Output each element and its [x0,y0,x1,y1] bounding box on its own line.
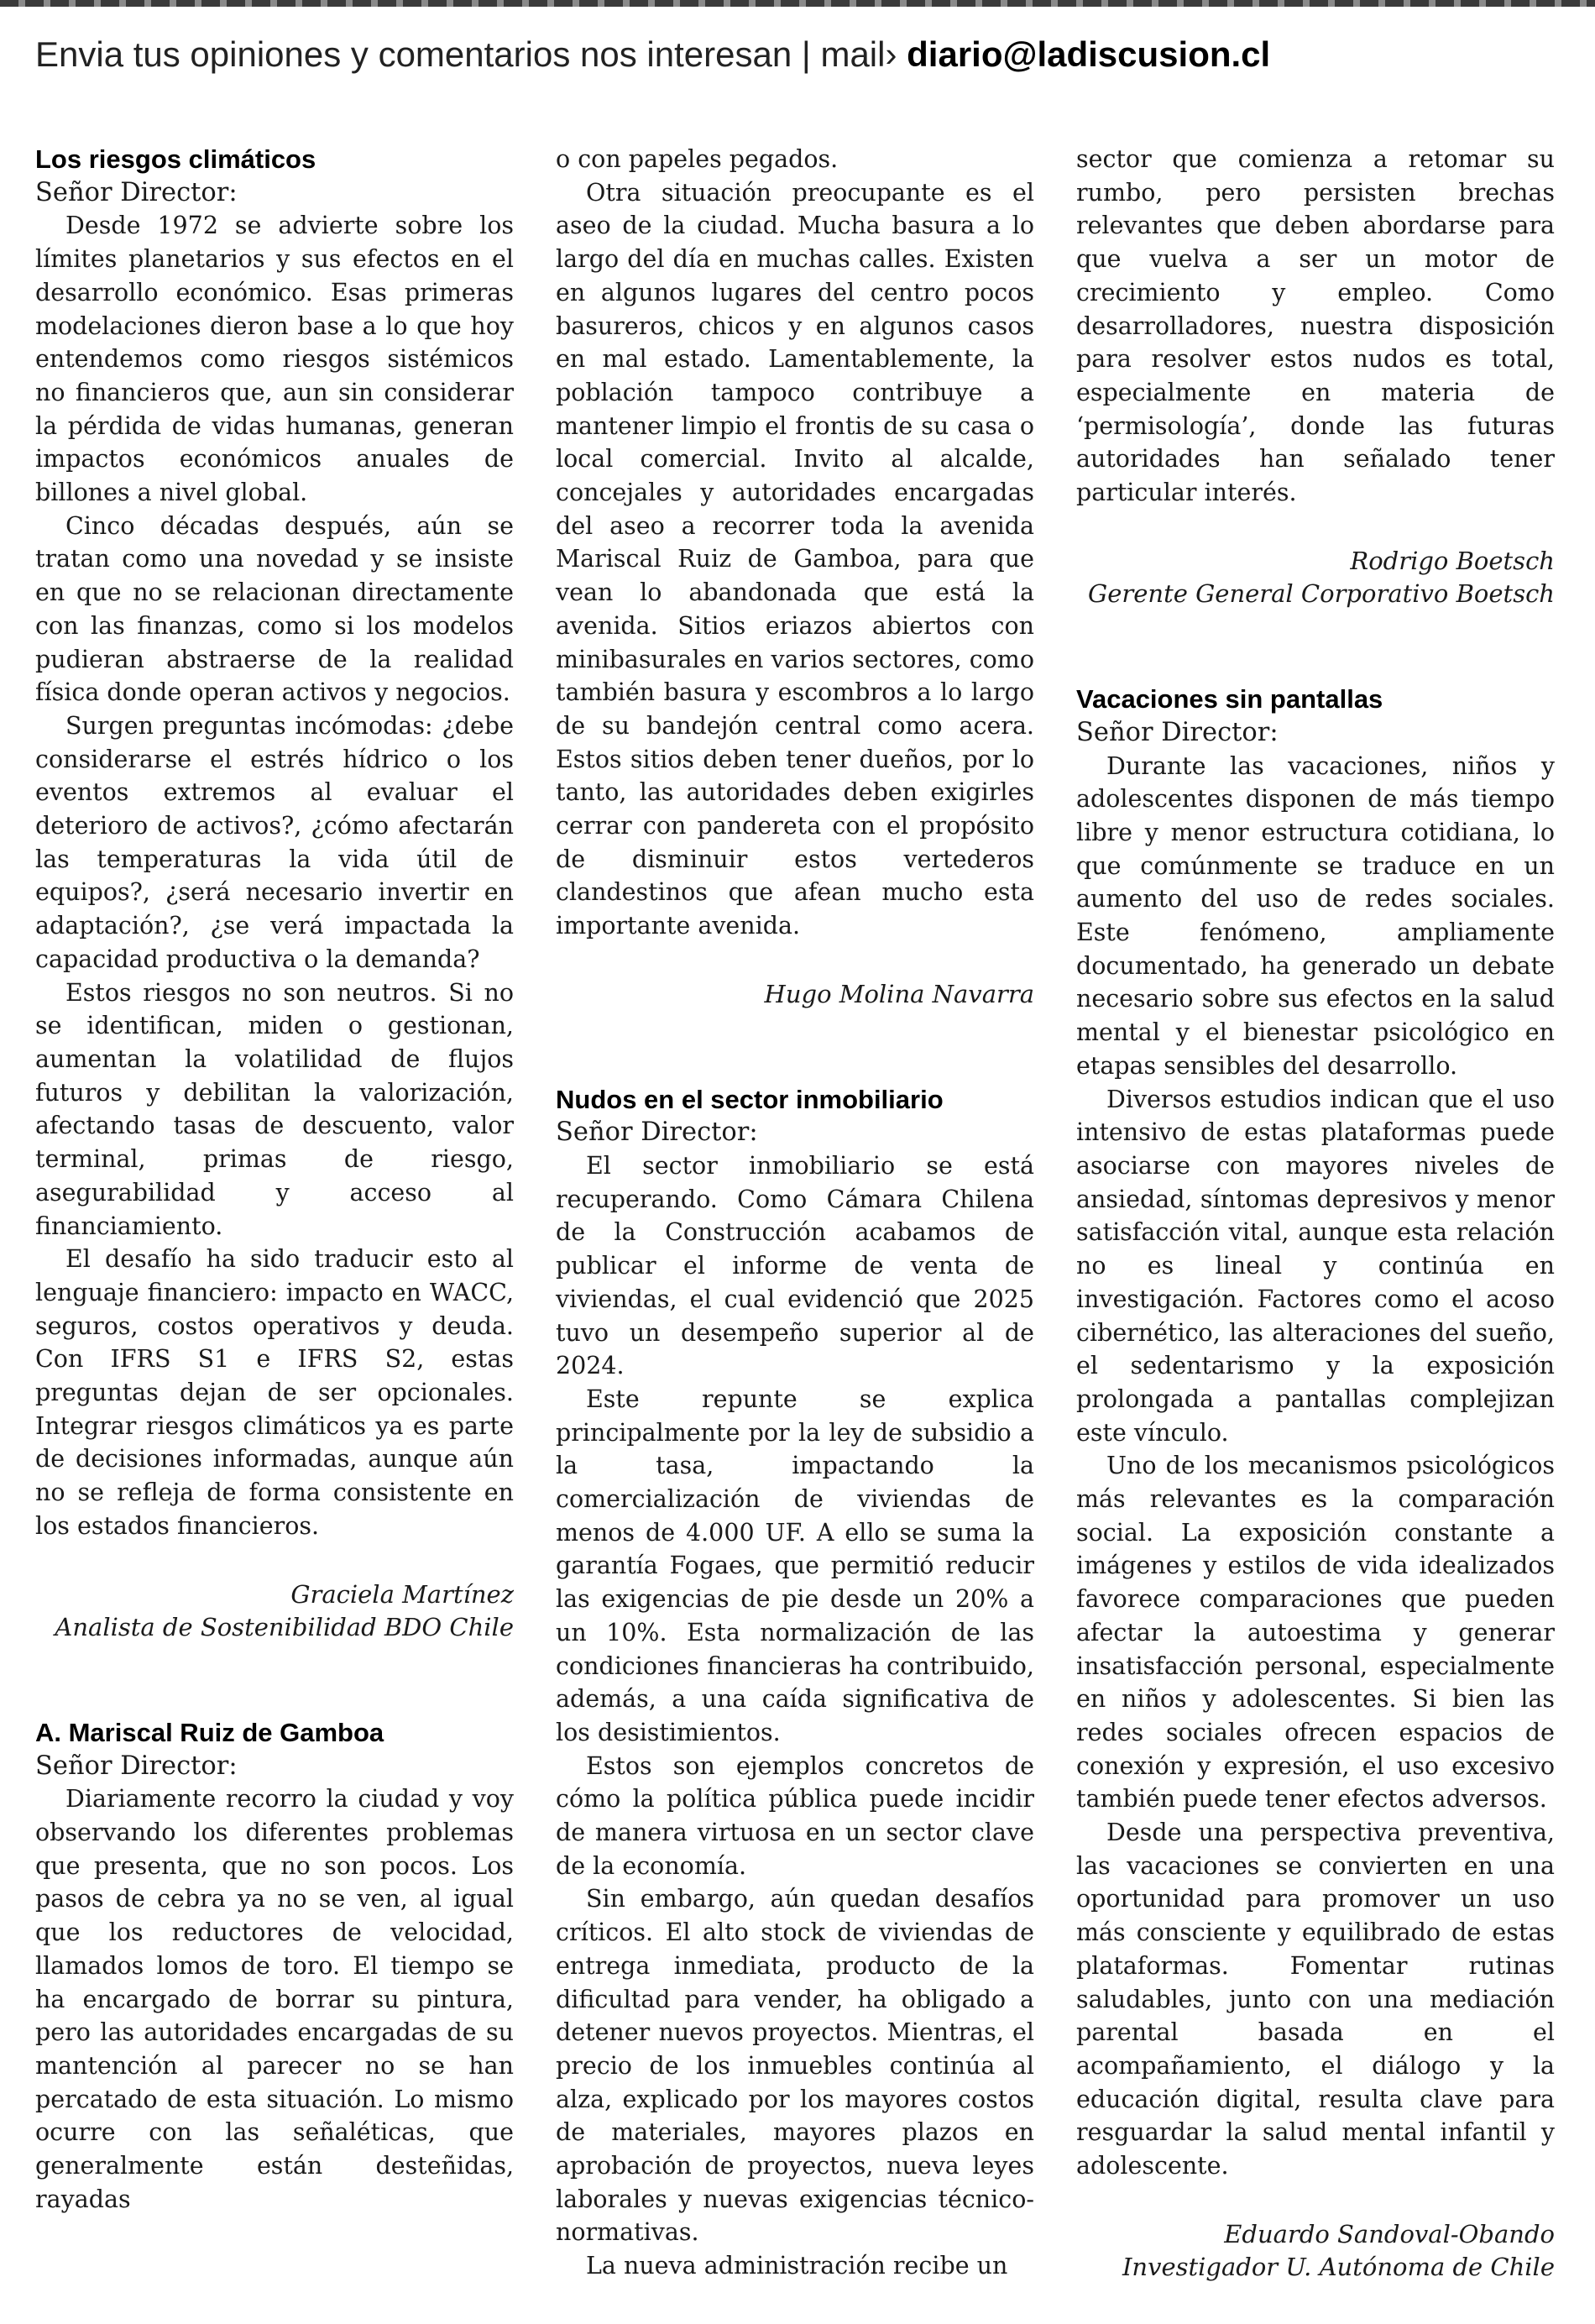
letter-salutation: Señor Director: [1076,717,1279,747]
signature-role: Investigador U. Autónoma de Chile [1122,2253,1555,2282]
letter-paragraph: sector que comienza a retomar su rumbo, pero persisten brechas relevantes que deben abordarse para que vuelva a ser un motor de crecimiento y empleo. Como desarrolladores, nuestra disposición para resolver estos nudos es total, especialmente en materia de ‘permisología’, donde las futuras autoridades han señalado tener particular interés. [1076,145,1555,507]
signature-name: Graciela Martínez [290,1579,514,1609]
letter-paragraph: La nueva administración recibe un [586,2252,1008,2280]
letter-real-estate [556,1083,1034,2283]
letter-paragraph: Cinco décadas después, aún se tratan como una novedad y se insiste en que no se relacionan directamente con las finanzas, como si los modelos pudieran abstraerse de la realidad física donde operan activos y negocios. [35,511,514,707]
letter-paragraph: Surgen preguntas incómodas: ¿debe considerarse el estrés hídrico o los eventos extremos al evaluar el deterioro de activos?, ¿cómo afectarán las temperaturas la vida útil de equipos?, ¿será necesario invertir en adaptación?, ¿se verá impactada la capacidad productiva o la demanda? [35,711,514,973]
signature-role: Gerente General Corporativo Boetsch [1088,579,1555,609]
letter-climate-risks [35,143,514,1645]
letter-title: Vacaciones sin pantallas [1076,684,1383,714]
signature-name: Eduardo Sandoval-Obando [1224,2219,1555,2248]
letter-paragraph: Durante las vacaciones, niños y adolescentes disponen de más tiempo libre y menor estructura cotidiana, lo que comúnmente se traduce en un aumento del uso de redes sociales. Este fenómeno, ampliamente documentado, ha generado un debate necesario sobre sus efectos en la salud mental y el bienestar psicológico en etapas sensibles del desarrollo. [1076,751,1555,1080]
letter-paragraph: El desafío ha sido traducir esto al lenguaje financiero: impacto en WACC, seguros, costos operativos y deuda. Con IFRS S1 e IFRS S2, estas preguntas dejan de ser opcionales. Integrar riesgos climáticos ya es parte de decisiones informadas, aunque aún no se refleja de forma consistente en los estados financieros. [35,1245,514,1540]
column-2 [556,143,1034,2283]
letter-paragraph: Sin embargo, aún quedan desafíos críticos. El alto stock de viviendas de entrega inmediata, producto de la dificultad para vender, ha obligado a detener nuevos proyectos. Mientras, el precio de los inmuebles continúa al alza, explicado por los mayores costos de materiales, mayores plazos en aprobación de proyectos, nueva leyes laborales y nuevas exigencias técnico-normativas. [556,1885,1034,2247]
column-1 [35,143,514,2216]
column-3 [1076,143,1555,2285]
letter-paragraph: El sector inmobiliario se está recuperando. Como Cámara Chilena de la Construcción acabamos de publicar el informe de venta de viviendas, el cual evidenció que 2025 tuvo un desempeño superior al de 2024. [556,1151,1034,1380]
letter-signature [1076,2218,1555,2285]
letter-paragraph: Este repunte se explica principalmente por la ley de subsidio a la tasa, impactando la comercialización de viviendas de menos de 4.000 UF. A ello se suma la garantía Fogaes, que permitió reducir las exigencias de pie desde un 20% a un 10%. Esta normalización de las condiciones financieras ha contribuido, además, a una caída significativa de los desistimientos. [556,1384,1034,1746]
letter-salutation: Señor Director: [35,1751,238,1781]
letter-signature [35,1578,514,1645]
letter-mariscal-avenue-continued [556,143,1034,1012]
letter-screen-free-vacations [1076,683,1555,2285]
arrow-icon: › [885,34,897,74]
letter-signature [1076,545,1555,611]
signature-role: Analista de Sostenibilidad BDO Chile [55,1613,514,1642]
letter-paragraph: Desde 1972 se advierte sobre los límites planetarios y sus efectos en el desarrollo económico. Esas primeras modelaciones dieron base a lo que hoy entendemos como riesgos sistémicos no financieros que, aun sin considerar la pérdida de vidas humanas, generan impactos económicos anuales de billones a nivel global. [35,212,514,507]
header-prompt: Envia tus opiniones y comentarios nos interesan [35,34,792,74]
letter-paragraph: Otra situación preocupante es el aseo de la ciudad. Mucha basura a lo largo del día en muchas calles. Existen en algunos lugares del centro pocos basureros, chicos y en algunos casos en mal estado. Lamentablemente, la población tampoco contribuye a mantener limpio el frontis de su casa o local comercial. Invito al alcalde, concejales y autoridades encargadas del aseo a recorrer toda la avenida Mariscal Ruiz de Gamboa, para que vean lo abandonada que está la avenida. Sitios eriazos abiertos con minibasurales en varios sectores, como también basura y escombros a lo largo de su bandejón central como acera. Estos sitios deben tener dueños, por lo tanto, las autoridades deben exigirles cerrar con pandereta con el propósito de disminuir estos vertederos clandestinos que afean mucho esta importante avenida. [556,178,1034,940]
letter-salutation: Señor Director: [556,1118,758,1148]
top-border-strip [0,0,1595,7]
signature-name: Rodrigo Boetsch [1350,546,1555,575]
letter-signature [556,978,1034,1012]
header-mail-label: mail [820,34,886,74]
letter-paragraph: Estos riesgos no son neutros. Si no se identifican, miden o gestionan, aumentan la volatilidad de flujos futuros y debilitan la valorización, afectando tasas de descuento, valor terminal, primas de riesgo, asegurabilidad y acceso al financiamiento. [35,978,514,1240]
letter-paragraph: Diversos estudios indican que el uso intensivo de estas plataformas puede asociarse con mayores niveles de ansiedad, síntomas depresivos y menor satisfacción vital, aunque esta relación no es lineal y continúa en investigación. Factores como el acoso cibernético, las alteraciones del sueño, el sedentarismo y la exposición prolongada a pantallas complejizan este vínculo. [1076,1085,1555,1447]
letter-paragraph: Estos son ejemplos concretos de cómo la política pública puede incidir de manera virtuosa en un sector clave de la economía. [556,1751,1034,1880]
signature-name: Hugo Molina Navarra [764,979,1034,1008]
letter-paragraph: o con papeles pegados. [556,145,839,173]
letter-paragraph: Diariamente recorro la ciudad y voy observando los diferentes problemas que presenta, que no son pocos. Los pasos de cebra ya no se ven, al igual que los reductores de velocidad, llamados lomos de toro. El tiempo se ha encargado de borrar su pintura, pero las autoridades encargadas de su mantención al parecer no se han percatado de esta situación. Lo mismo ocurre con las señaléticas, que generalmente están desteñidas, rayadas [35,1785,514,2213]
letter-divider-space [35,1645,514,1716]
page-header [35,25,1270,84]
letter-real-estate-continued [1076,143,1555,611]
letter-divider-space [556,1012,1034,1083]
letter-salutation: Señor Director: [35,177,238,207]
contact-email-link[interactable]: diario@ladiscusion.cl [907,34,1271,74]
letter-divider-space [1076,611,1555,683]
letter-paragraph: Desde una perspectiva preventiva, las vacaciones se convierten en una oportunidad para promover un uso más consciente y equilibrado de estas plataformas. Fomentar rutinas saludables, junto con una mediación parental basada en el acompañamiento, el diálogo y la educación digital, resulta clave para resguardar la salud mental infantil y adolescente. [1076,1819,1555,2180]
header-separator: | [801,34,811,74]
letter-title: Los riesgos climáticos [35,144,316,174]
letter-paragraph: Uno de los mecanismos psicológicos más relevantes es la comparación social. La exposición constante a imágenes y estilos de vida idealizados favorece comparaciones que pueden afectar la autoestima y generar insatisfacción personal, especialmente en niños y adolescentes. Si bien las redes sociales ofrecen espacios de conexión y expresión, el uso excesivo también puede tener efectos adversos. [1076,1452,1555,1814]
letter-title: A. Mariscal Ruiz de Gamboa [35,1717,384,1747]
letter-title: Nudos en el sector inmobiliario [556,1084,944,1114]
letter-mariscal-avenue [35,1716,514,2217]
